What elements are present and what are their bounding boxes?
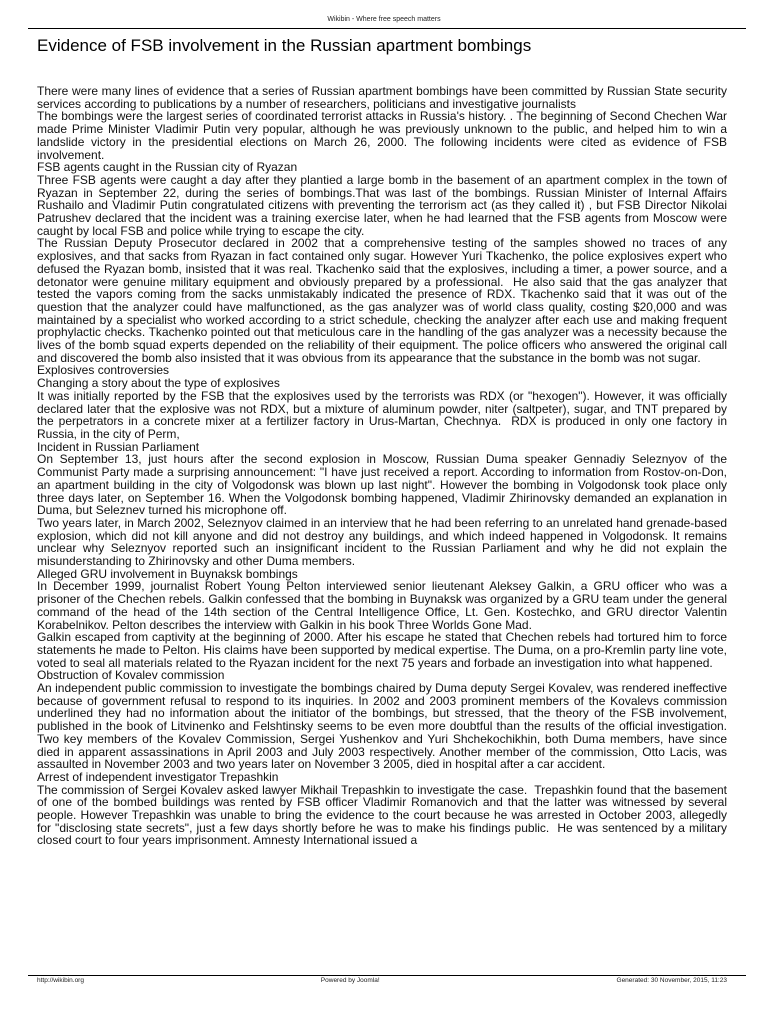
- body-paragraph: The commission of Sergei Kovalev asked lawyer Mikhail Trepashkin to investigate the case. Trepashkin found that the basement of one of the bombed buildings was rented by FSB officer Vladimir Romanovich and that the latter was witnessed by several people. However Trepashkin was unable to bring the evidence to the court because he was arrested in October 2003, allegedly for "disclosing state secrets", just a few days shortly before he was to make his findings public. He was sentenced by a military closed court to four years imprisonment. Amnesty International issued a: [37, 782, 731, 848]
- footer-divider: [28, 975, 746, 976]
- body-paragraph: In December 1999, journalist Robert Young Pelton interviewed senior lieutenant Aleksey Galkin, a GRU officer who was a prisoner of the Chechen rebels. Galkin confessed that the bombing in Buynaksk was organized by a GRU team under the general command of the head of the 14th section of the Central Intelligence Office, Lt. Gen. Kostechko, and GRU director Valentin Korabelnikov. Pelton describes the interview with Galkin in his book Three Worlds Gone Mad.: [37, 579, 731, 632]
- section-heading: Explosives controversies: [37, 363, 170, 378]
- article-body: [37, 84, 731, 848]
- body-paragraph: An independent public commission to investigate the bombings chaired by Duma deputy Sergei Kovalev, was rendered ineffective because of government refusal to respond to its inquiries. In 2002 and 2003 prominent members of the Kovalevs commission underlined they had no information about the initiator of the bombings, but stressed, that the theory of the FSB involvement, published in the book of Litvinenko and Felshtinsky seems to be even more doubtful than the results of the official investigation. Two key members of the Kovalev Commission, Sergei Yushenkov and Yuri Shchekochikhin, both Duma members, have since died in apparent assassinations in April 2003 and July 2003 respectively. Another member of the commission, Otto Lacis, was assaulted in November 2003 and two years later on November 3 2005, died in hospital after a car accident.: [37, 681, 731, 772]
- body-paragraph: On September 13, just hours after the second explosion in Moscow, Russian Duma speaker Gennadiy Seleznyov of the Communist Party made a surprising announcement: "I have just received a report. According to information from Rostov-on-Don, an apartment building in the city of Volgodonsk was blown up last night". However the bombing in Volgodonsk took place only three days later, on September 16. When the Volgodonsk bombing happened, Vladimir Zhirinovsky demanded an explanation in Duma, but Seleznev turned his microphone off.: [37, 452, 731, 518]
- footer-generated-timestamp: Generated: 30 November, 2015, 11:23: [616, 977, 727, 984]
- body-paragraph: Three FSB agents were caught a day after they plantied a large bomb in the basement of an apartment complex in the town of Ryazan in September 22, during the series of bombings.That was last of the bombings. Russian Minister of Internal Affairs Rushailo and Vladimir Putin congratulated citizens with preventing the terrorism act (as they called it) , but FSB Director Nikolai Patrushev declared that the incident was a training exercise later, when he had learned that the FSB agents from Moscow were caught by local FSB and police while trying to escape the city.: [37, 172, 731, 238]
- intro-paragraph: There were many lines of evidence that a series of Russian apartment bombings have been committed by Russian State security services according to publications by a number of researchers, politicians and investigative journalists: [37, 84, 731, 111]
- page-footer: [37, 977, 727, 984]
- body-paragraph: Two years later, in March 2002, Seleznyov claimed in an interview that he had been referring to an unrelated hand grenade-based explosion, which did not kill anyone and did not destroy any buildings, and which indeed happened in Volgodonsk. It remains unclear why Seleznyov reported such an insignificant incident to the Russian Parliament and why he did not explain the misunderstanding to Zhirinovsky and other Duma members.: [37, 515, 731, 569]
- title-divider: [28, 28, 746, 29]
- section-heading: FSB agents caught in the Russian city of Ryazan: [37, 160, 298, 175]
- body-paragraph: It was initially reported by the FSB that the explosives used by the terrorists was RDX (or "hexogen"). However, it was officially declared later that the explosive was not RDX, but a mixture of aluminum powder, niter (saltpeter), sugar, and TNT prepared by the perpetrators in a concrete mixer at a fertilizer factory in Urus-Martan, Chechnya. RDX is produced in only one factory in Russia, in the city of Perm,: [37, 388, 731, 441]
- body-paragraph: The bombings were the largest series of coordinated terrorist attacks in Russia's history. . The beginning of Second Chechen War made Prime Minister Vladimir Putin very popular, although he was previously unknown to the public, and helped him to win a landslide victory in the presidential elections on March 26, 2000. The following incidents were cited as evidence of FSB involvement.: [37, 109, 731, 162]
- page-title: Evidence of FSB involvement in the Russian apartment bombings: [37, 36, 532, 55]
- site-header: Wikibin - Where free speech matters: [327, 16, 441, 23]
- section-heading: Incident in Russian Parliament: [37, 439, 200, 454]
- section-heading: Alleged GRU involvement in Buynaksk bombings: [37, 566, 298, 581]
- body-paragraph: Galkin escaped from captivity at the beginning of 2000. After his escape he stated that Chechen rebels had tortured him to force statements he made to Pelton. His claims have been supported by medical expertise. The Duma, on a pro-Kremlin party line vote, voted to seal all materials related to the Ryazan incident for the next 75 years and forbade an investigation into what happened.: [37, 630, 731, 670]
- subsection-heading: Changing a story about the type of explosives: [37, 376, 280, 391]
- footer-url-link[interactable]: http://wikibin.org: [37, 977, 84, 984]
- section-heading: Obstruction of Kovalev commission: [37, 668, 225, 683]
- footer-powered-by: Powered by Joomla!: [320, 977, 380, 984]
- section-heading: Arrest of independent investigator Trepashkin: [37, 769, 279, 784]
- body-paragraph: The Russian Deputy Prosecutor declared in 2002 that a comprehensive testing of the samples showed no traces of any explosives, and that sacks from Ryazan in fact contained only sugar. However Yuri Tkachenko, the police explosives expert who defused the Ryazan bomb, insisted that it was real. Tkachenko said that the explosives, including a timer, a power source, and a detonator were genuine military equipment and obviously prepared by a professional. He also said that the gas analyzer that tested the vapors coming from the sacks unmistakably indicated the presence of RDX. Tkachenko said that it was out of the question that the analyzer could have malfunctioned, as the gas analyzer was of world class quality, costing $20,000 and was maintained by a specialist who worked according to a strict schedule, checking the analyzer after each use and making frequent prophylactic checks. Tkachenko pointed out that meticulous care in the handling of the gas analyzer was a necessity because the lives of the bomb squad experts depended on the reliability of their equipment. The police officers who answered the original call and discovered the bomb also insisted that it was obvious from its appearance that the substance in the bomb was not sugar.: [37, 236, 731, 365]
